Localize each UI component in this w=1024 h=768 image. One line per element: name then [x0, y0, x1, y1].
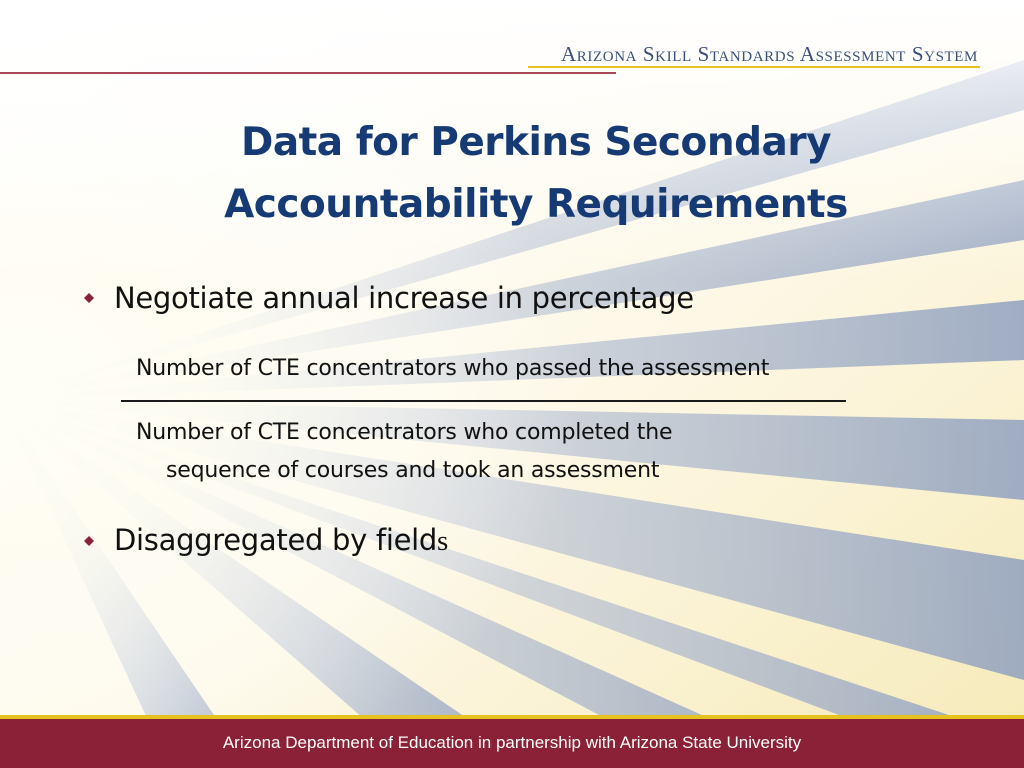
fraction-denominator [136, 414, 672, 490]
bullet-item-1 [84, 281, 694, 315]
slide-title [150, 112, 922, 236]
bullet-item-2-text-tail: s [437, 525, 448, 557]
fraction-bar [121, 400, 846, 402]
brand-underline [528, 66, 980, 68]
diamond-bullet-icon [84, 293, 94, 303]
slide-title-line-2: Accountability Requirements [224, 182, 848, 227]
bullet-item-1-text: Negotiate annual increase in percentage [114, 281, 694, 315]
bullet-item-2 [84, 523, 448, 558]
brand-wordmark: Arizona Skill Standards Assessment System [561, 42, 978, 66]
bullet-item-2-text [114, 523, 448, 558]
bullet-item-2-text-main: Disaggregated by field [114, 523, 437, 557]
fraction-denominator-line-2: sequence of courses and took an assessment [166, 458, 660, 483]
header-rule [0, 72, 616, 74]
fraction-denominator-line-1: Number of CTE concentrators who completed the [136, 420, 673, 445]
footer-text: Arizona Department of Education in partnership with Arizona State University [222, 732, 802, 752]
slide-title-line-1: Data for Perkins Secondary [240, 120, 832, 165]
diamond-bullet-icon [84, 536, 94, 546]
footer-bar [0, 719, 1024, 768]
fraction-numerator: Number of CTE concentrators who passed the assessment [136, 356, 770, 381]
